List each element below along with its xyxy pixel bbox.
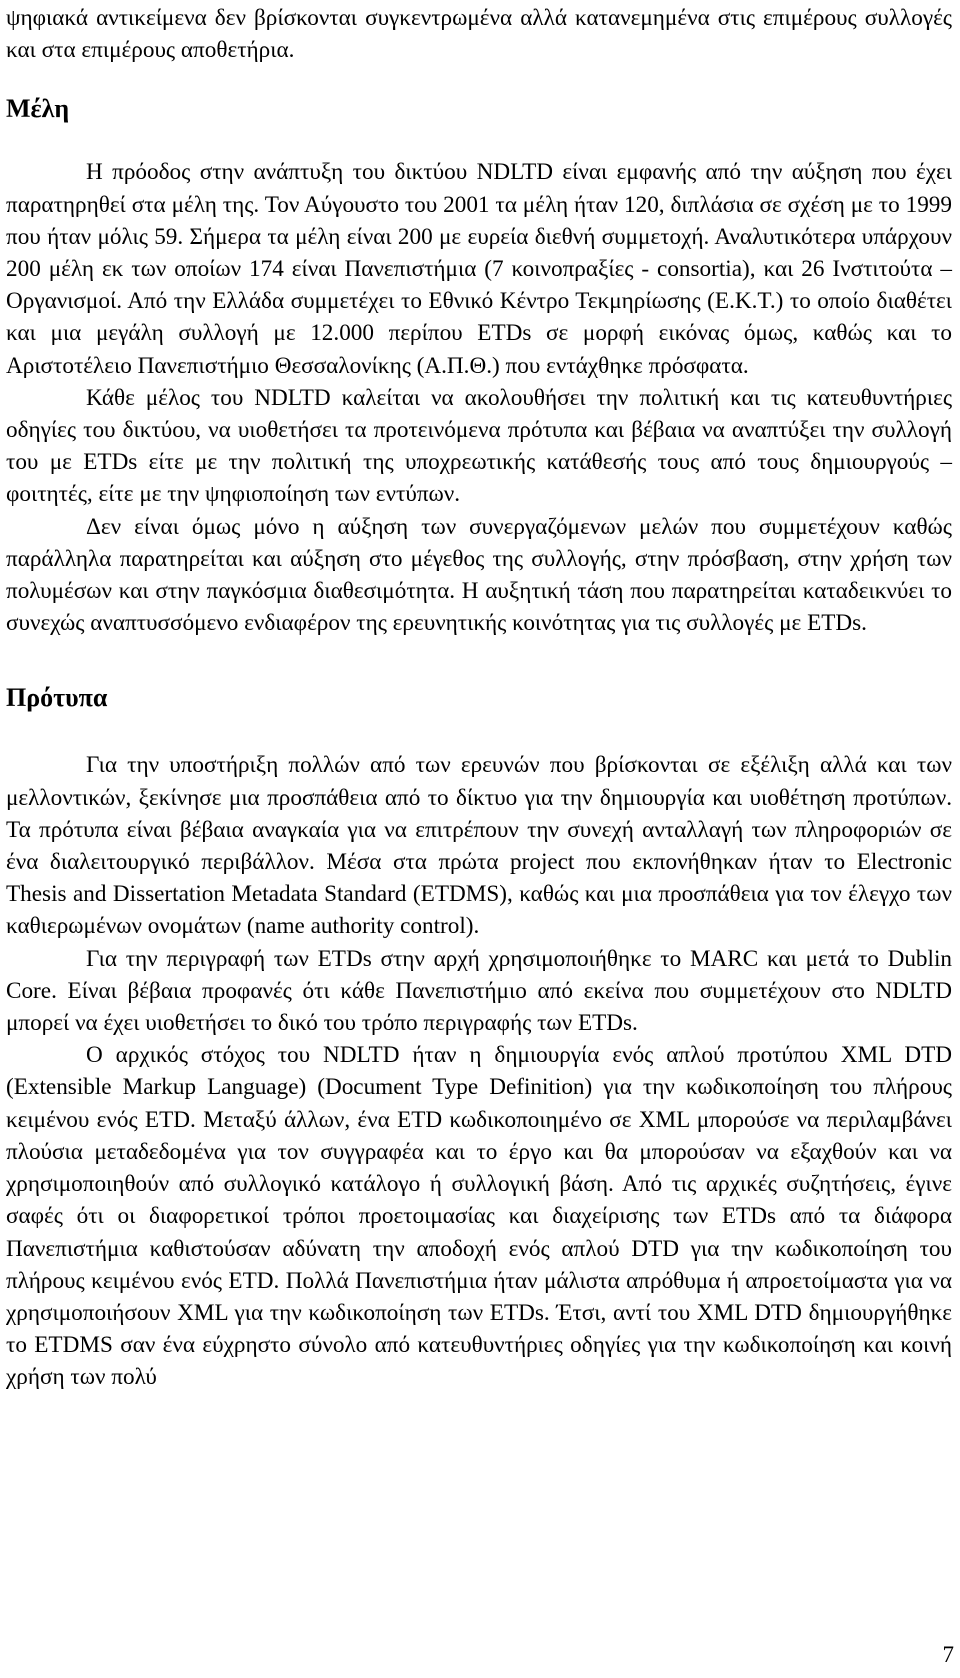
heading-members: Μέλη xyxy=(6,94,70,124)
standards-paragraph-3: Ο αρχικός στόχος του NDLTD ήταν η δημιουργία ενός απλού προτύπου XML DTD (Extensible Markup Language) (Document Type Definition) για την κωδικοποίηση του πλήρους κειμένου ενός ETD. Μεταξύ άλλων, ένα ETD κωδικοποιημένο σε XML μπορούσε να περιλαμβάνει πλούσια μεταδεδομένα για τον συγγραφέα και το έργο και θα μπορούσαν να εξαχθούν και να χρησιμοποιηθούν από συλλογικό κατάλογο ή συλλογική βάση. Από τις αρχικές συζητήσεις, έγινε σαφές ότι οι διαφορετικοί τρόποι προετοιμασίας και διαχείρισης των ETDs από τα διάφορα Πανεπιστήμια καθιστούσαν αδύνατη την αποδοχή ενός απλού DTD για την κωδικοποίηση του πλήρους κειμένου ενός ETD. Πολλά Πανεπιστήμια ήταν μάλιστα απρόθυμα ή απροετοίμαστα για να χρησιμοποιήσουν XML για την κωδικοποίηση των ETDs. Έτσι, αντί του XML DTD δημιουργήθηκε το ETDMS σαν ένα εύχρηστο σύνολο από κατευθυντήριες οδηγίες για την κωδικοποίηση και κοινή χρήση των πολύ xyxy=(6,1042,952,1391)
standards-paragraph-1: Για την υποστήριξη πολλών από των ερευνών που βρίσκονται σε εξέλιξη αλλά και των μελλοντικών, ξεκίνησε μια προσπάθεια από το δίκτυο για την δημιουργία και υιοθέτηση προτύπων. Τα πρότυπα είναι βέβαια αναγκαία για να επιτρέπουν την συνεχή ανταλλαγή των πληροφοριών σε ένα διαλειτουργικό περιβάλλον. Μέσα στα πρώτα project που εκπονήθηκαν ήταν το Electronic Thesis and Dissertation Metadata Standard (ETDMS), καθώς και μια προσπάθεια για τον έλεγχο των καθιερωμένων ονομάτων (name authority control). xyxy=(6,752,952,940)
standards-paragraph-2: Για την περιγραφή των ETDs στην αρχή χρησιμοποιήθηκε το MARC και μετά το Dublin Core. Είναι βέβαια προφανές ότι κάθε Πανεπιστήμιο από εκείνα που συμμετέχουν στο NDLTD μπορεί να έχει υιοθετήσει το δικό του τρόπο περιγραφής των ETDs. xyxy=(6,945,952,1037)
page-number: 7 xyxy=(942,1642,954,1667)
document-page xyxy=(6,0,952,1394)
intro-paragraph: ψηφιακά αντικείμενα δεν βρίσκονται συγκεντρωμένα αλλά κατανεμημένα στις επιμέρους συλλογές και στα επιμέρους αποθετήρια. xyxy=(6,5,952,64)
members-paragraph-2: Κάθε μέλος του NDLTD καλείται να ακολουθήσει την πολιτική και τις κατευθυντήριες οδηγίες του δικτύου, να υιοθετήσει τα προτεινόμενα πρότυπα και βέβαια να αναπτύξει την συλλογή του με ETDs είτε με την πολιτική της υποχρεωτικής κατάθεσής τους από τους δημιουργούς – φοιτητές, είτε με την ψηφιοποίηση των εντύπων. xyxy=(6,384,952,508)
members-paragraph-3: Δεν είναι όμως μόνο η αύξηση των συνεργαζόμενων μελών που συμμετέχουν καθώς παράλληλα παρατηρείται και αύξηση στο μέγεθος της συλλογής, στην πρόσβαση, στην χρήση των πολυμέσων και στην παγκόσμια διαθεσιμότητα. Η αυξητική τάση που παρατηρείται καταδεικνύει το συνεχώς αναπτυσσόμενο ενδιαφέρον της ερευνητικής κοινότητας για τις συλλογές με ETDs. xyxy=(6,513,952,637)
members-paragraph-1: Η πρόοδος στην ανάπτυξη του δικτύου NDLTD είναι εμφανής από την αύξηση που έχει παρατηρηθεί στα μέλη της. Τον Αύγουστο του 2001 τα μέλη ήταν 120, διπλάσια σε σχέση με το 1999 που ήταν μόλις 59. Σήμερα τα μέλη είναι 200 με ευρεία διεθνή συμμετοχή. Αναλυτικότερα υπάρχουν 200 μέλη εκ των οποίων 174 είναι Πανεπιστήμια (7 κοινοπραξίες - consortia), και 26 Ινστιτούτα – Οργανισμοί. Από την Ελλάδα συμμετέχει το Εθνικό Κέντρο Τεκμηρίωσης (Ε.Κ.Τ.) το οποίο διαθέτει και μια μεγάλη συλλογή με 12.000 περίπου ETDs σε μορφή εικόνας όμως, καθώς και το Αριστοτέλειο Πανεπιστήμιο Θεσσαλονίκης (Α.Π.Θ.) που εντάχθηκε πρόσφατα. xyxy=(6,159,952,379)
heading-standards: Πρότυπα xyxy=(6,683,108,713)
